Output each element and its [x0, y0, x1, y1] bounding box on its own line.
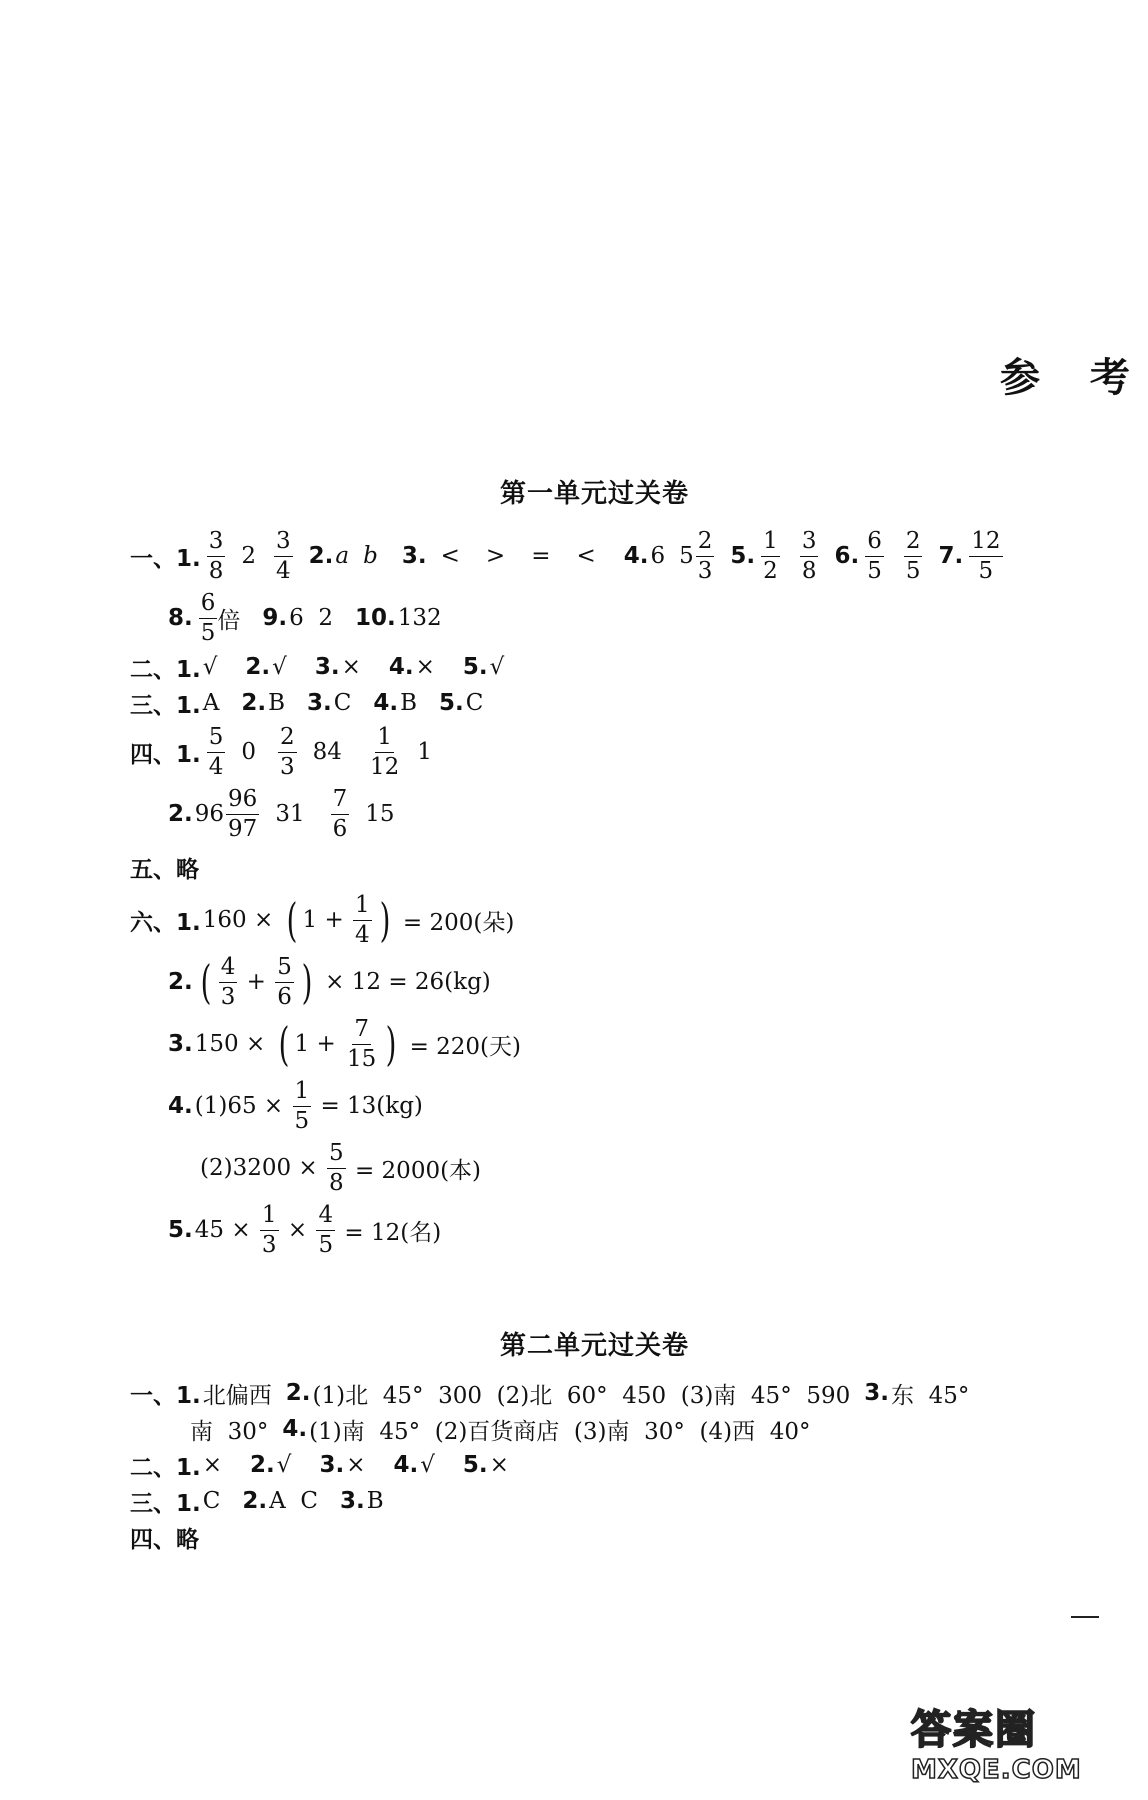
answer-value: 东 45° [890, 1382, 970, 1409]
equation-text: (2)3200 × [200, 1155, 326, 1181]
question-label: 9. [262, 605, 288, 631]
answer-line [130, 1199, 1019, 1261]
question-label: 四、1. [130, 741, 201, 768]
question-label: 4. [168, 1093, 193, 1119]
fraction: 2 5 [905, 527, 921, 584]
answer-value: √ [489, 654, 505, 680]
answer-value: 15 [365, 801, 395, 827]
fraction: 12 5 [971, 527, 1001, 584]
answer-line [130, 721, 1019, 783]
answer-value: 1 [417, 739, 432, 765]
answer-value: × [341, 654, 361, 680]
right-paren: ) [301, 955, 313, 1009]
question-label: 3. [864, 1380, 889, 1406]
question-label: 二、1. [130, 1454, 201, 1481]
question-label: 2. [285, 1380, 311, 1406]
question-label: 4. [623, 543, 649, 569]
equation-text: 150 × [194, 1031, 273, 1057]
equation-text: 45 × [194, 1217, 258, 1243]
answer-value: < [440, 543, 460, 569]
answer-line [130, 1483, 983, 1519]
equation-text: = 200(朵) [395, 909, 515, 936]
question-label: 10. [355, 605, 396, 631]
fraction: 3 8 [801, 527, 817, 584]
answer-value: 北偏西 [202, 1382, 272, 1409]
fraction: 6 5 [867, 527, 882, 584]
page-heading: 参 考 [1000, 355, 1148, 401]
fraction: 3 4 [276, 527, 291, 584]
answer-line [130, 587, 1019, 649]
equation-text: = 13(kg) [313, 1093, 423, 1119]
fraction: 4 3 [220, 953, 236, 1010]
answer-value: C [202, 1488, 221, 1514]
left-paren: ( [286, 893, 297, 947]
question-label: 2. [245, 654, 271, 680]
margin-dash [1071, 1616, 1099, 1618]
fraction: $\frac{5}{6}$ [277, 953, 292, 1010]
answer-value: √ [272, 654, 287, 680]
answer-line [130, 783, 1019, 845]
equation-text: + [239, 969, 274, 995]
equation-text: × 12 = 26(kg) [317, 969, 491, 995]
question-label: 4. [393, 1452, 419, 1478]
answer-value: 南 30° [190, 1418, 269, 1445]
fraction: $\frac{5}{8}$ [329, 1139, 344, 1196]
question-label: 3. [339, 1488, 365, 1514]
answer-value: A [202, 690, 220, 716]
question-label: 2. [242, 1488, 268, 1514]
answer-line [130, 1013, 1019, 1075]
watermark-url: MXQE.COM [911, 1755, 1082, 1785]
question-label: 5. [168, 1217, 193, 1243]
question-label: 2. [308, 543, 334, 569]
fraction: 1 12 [369, 723, 400, 780]
right-paren: ) [385, 1017, 397, 1071]
answer-line [130, 1137, 1019, 1199]
question-label: 5. [730, 543, 756, 569]
answer-line [130, 649, 1019, 685]
answer-line [130, 1411, 983, 1447]
question-label: 三、1. [130, 1490, 201, 1517]
equation-text: = 2000(本) [347, 1157, 482, 1184]
answer-value: < [576, 543, 596, 569]
answer-line [130, 525, 1019, 587]
answer-line [130, 1447, 983, 1483]
question-label: 3. [401, 543, 427, 569]
answer-value: B [268, 690, 286, 716]
answer-value: = [531, 543, 551, 569]
answer-value: (1)北 45° 300 (2)北 60° 450 (3)南 45° 590 [312, 1382, 851, 1409]
equation-text: = 220(天) [402, 1033, 522, 1060]
answer-line [130, 889, 1019, 951]
question-label: 5. [462, 654, 488, 680]
equation-text: × [280, 1217, 315, 1243]
answer-value: 0 [241, 739, 257, 765]
question-label: 六、1. [130, 909, 201, 936]
question-label: 7. [938, 543, 964, 569]
section-title-unit1: 第一单元过关卷 [500, 479, 690, 509]
question-label: 4. [388, 654, 414, 680]
answer-value: 31 [275, 801, 305, 827]
answer-value: √ [276, 1452, 292, 1478]
equation-text: = 12(名) [337, 1219, 442, 1246]
answer-value: B [366, 1488, 384, 1514]
question-label: 5. [462, 1452, 488, 1478]
left-paren: ( [278, 1017, 289, 1071]
section1-answers [130, 525, 1019, 1261]
equation-text: 160 × [202, 907, 281, 933]
fraction: $\frac{7}{15}$ [347, 1015, 377, 1072]
answer-value: × [202, 1452, 223, 1478]
question-label: 3. [307, 690, 332, 716]
equation-text: 1 + [294, 1031, 344, 1057]
question-label: 五、略 [130, 856, 199, 883]
fraction: 3 8 [208, 527, 224, 584]
equation-text: 1 + [302, 907, 352, 933]
question-label: 5. [439, 690, 464, 716]
question-label: 4. [282, 1416, 308, 1442]
answer-line [130, 1519, 983, 1555]
question-label: 2. [241, 690, 267, 716]
answer-line [130, 951, 1019, 1013]
answer-value: 84 [312, 739, 342, 765]
question-label: 2. [168, 969, 193, 995]
section-title-unit2: 第二单元过关卷 [500, 1331, 690, 1361]
fraction: 2 3 [280, 723, 295, 780]
fraction: $\frac{4}{5}$ [318, 1201, 334, 1258]
answer-value: 2 [241, 543, 257, 569]
fraction: 1 2 [763, 527, 778, 584]
answer-value: √ [202, 654, 218, 680]
equation-text: (1)65 × [194, 1093, 291, 1119]
answer-value: > [485, 543, 506, 569]
watermark-logo [911, 1698, 1091, 1790]
right-paren: ) [379, 893, 391, 947]
question-label: 四、略 [130, 1526, 199, 1553]
question-label: 3. [319, 1452, 345, 1478]
question-label: 三、1. [130, 692, 201, 719]
answer-value: × [489, 1452, 509, 1478]
answer-value: b [363, 543, 378, 569]
fraction: 5 4 [208, 723, 224, 780]
question-label: 3. [168, 1031, 193, 1057]
fraction: 7 6 [332, 785, 348, 842]
answer-value: 5 [679, 543, 694, 569]
fraction: 6 5 [200, 589, 216, 646]
fraction: $\frac{1}{5}$ [294, 1077, 310, 1134]
fraction: $\frac{1}{4}$ [355, 891, 370, 948]
answer-value: 132 [397, 605, 442, 631]
answer-value: 6 2 [289, 605, 334, 631]
fraction: 2 3 [697, 527, 713, 584]
question-label: 一、1. [130, 1382, 201, 1409]
answer-value: 6 [650, 543, 666, 569]
answer-line [130, 1375, 983, 1411]
watermark-text: 答案圈 [911, 1707, 1037, 1753]
question-label: 6. [834, 543, 860, 569]
question-label: 3. [314, 654, 340, 680]
fraction: 96 97 [228, 785, 258, 842]
answer-line [130, 1075, 1019, 1137]
question-label: 2. [168, 801, 193, 827]
left-paren: ( [200, 955, 212, 1009]
answer-value: A C [269, 1488, 318, 1514]
answer-value: a [335, 543, 350, 569]
answer-line [130, 845, 1019, 889]
answer-value: × [346, 1452, 366, 1478]
answer-value: × [415, 654, 435, 680]
answer-value: B [400, 690, 418, 716]
question-label: 一、1. [130, 545, 201, 572]
question-label: 2. [250, 1452, 275, 1478]
answer-value: (1)南 45° (2)百货商店 (3)南 30° (4)西 40° [309, 1418, 811, 1445]
fraction: $\frac{1}{3}$ [261, 1201, 277, 1258]
question-label: 8. [168, 605, 193, 631]
section2-answers [130, 1375, 983, 1555]
answer-value: 倍 [217, 607, 241, 634]
question-label: 4. [373, 690, 399, 716]
answer-line [130, 685, 1019, 721]
answer-value: C [465, 690, 484, 716]
answer-value: C [333, 690, 352, 716]
answer-value: √ [420, 1452, 435, 1478]
question-label: 二、1. [130, 656, 201, 683]
answer-value: 96 [194, 801, 225, 827]
